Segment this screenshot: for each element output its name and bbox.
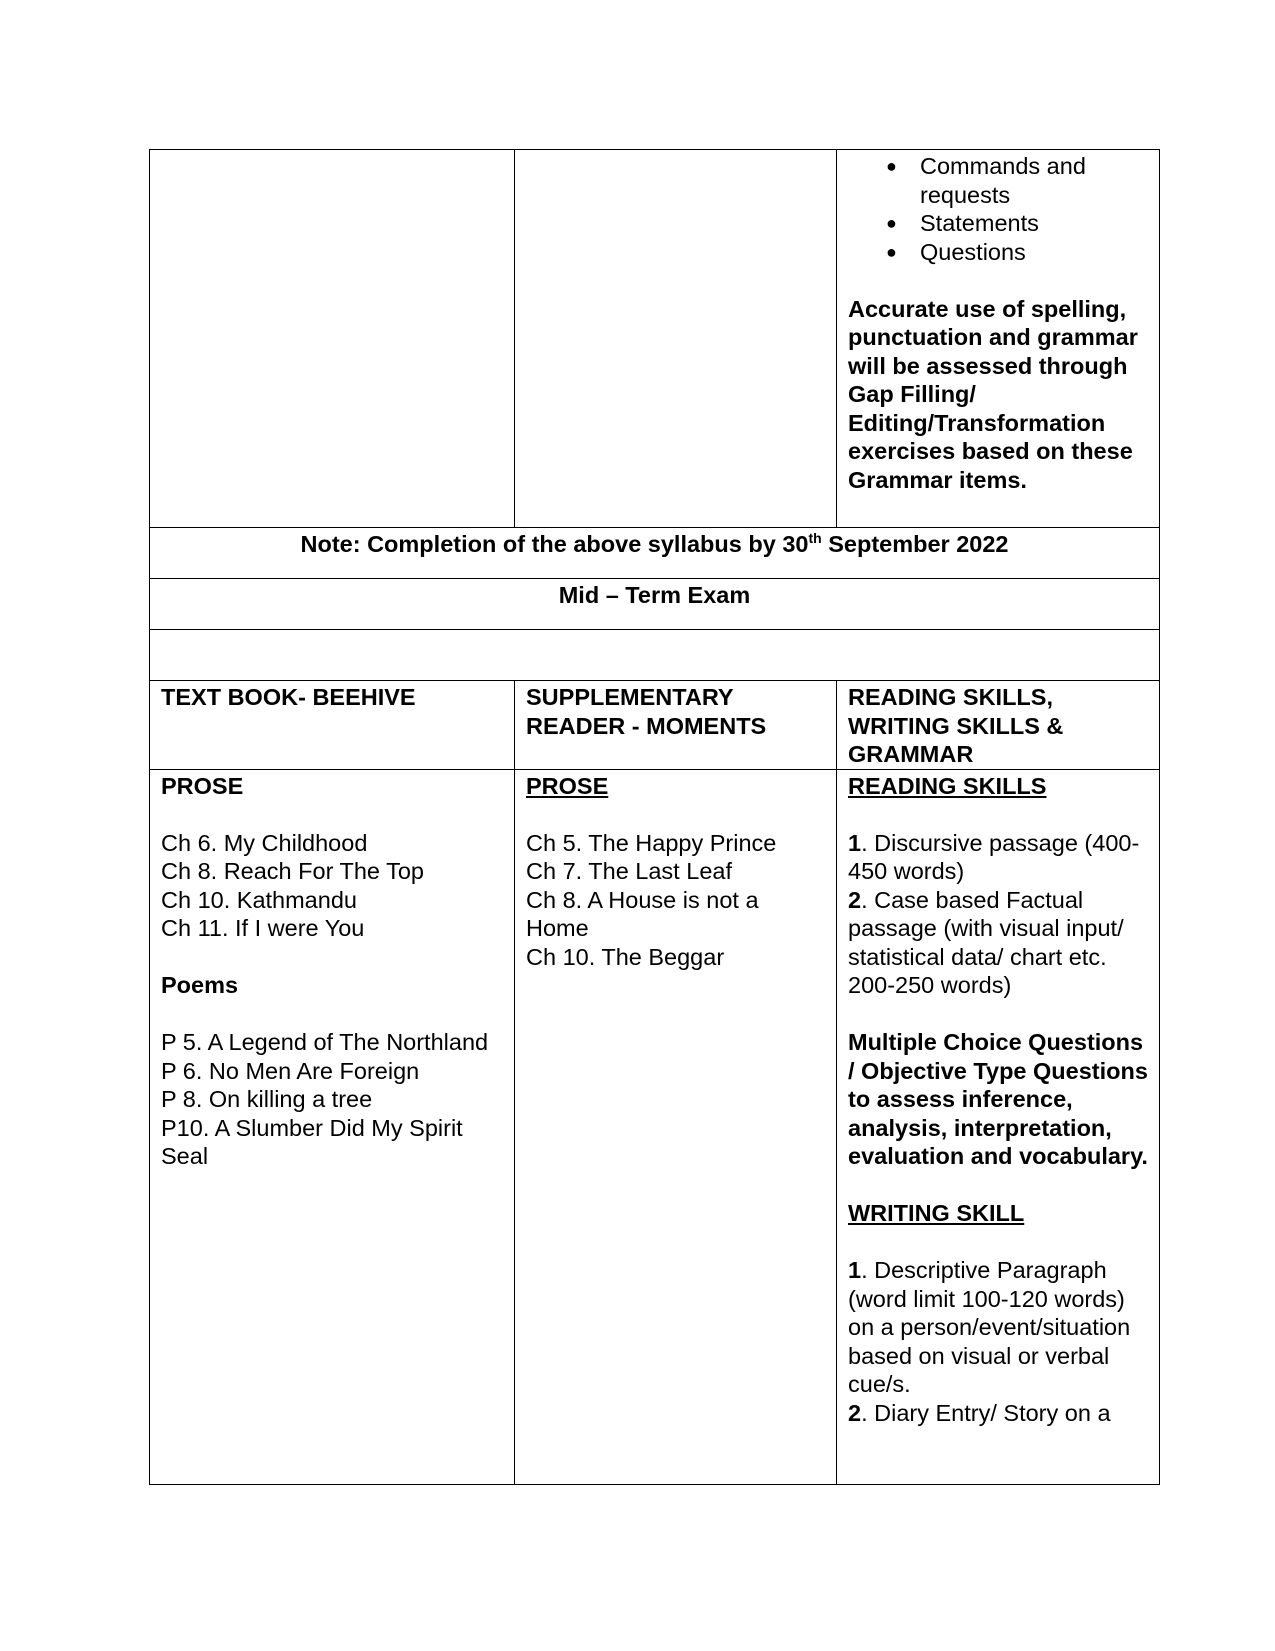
list-item: P 8. On killing a tree — [161, 1086, 373, 1112]
bullet-item: ● Statements — [920, 209, 1148, 238]
list-item: Ch 11. If I were You — [161, 915, 365, 941]
header-skills: READING SKILLS, WRITING SKILLS & GRAMMAR — [837, 681, 1160, 770]
list-item: Ch 6. My Childhood — [161, 829, 368, 856]
syllabus-table — [149, 149, 1160, 1485]
list-item: Ch 10. The Beggar — [526, 943, 725, 970]
empty-cell — [150, 630, 1160, 681]
header-moments: SUPPLEMENTARY READER - MOMENTS — [515, 681, 837, 770]
writing-skill-heading: WRITING SKILL — [848, 1200, 1025, 1226]
list-item: Ch 8. Reach For The Top — [161, 858, 424, 884]
beehive-cell — [150, 769, 515, 1484]
list-item: P 5. A Legend of The Northland — [161, 1029, 489, 1055]
list-item: P10. A Slumber Did My Spirit Seal — [161, 1114, 463, 1169]
completion-note: Note: Completion of the above syllabus by 30th September 2022 — [150, 528, 1160, 579]
content-row — [150, 769, 1160, 1484]
list-item: 1. Descriptive Paragraph (word limit 100-120 words) on a person/event/situation based on visual or verbal cue/s. — [848, 1257, 1131, 1397]
list-item: Ch 5. The Happy Prince — [526, 829, 777, 856]
header-beehive: TEXT BOOK- BEEHIVE — [150, 681, 515, 770]
list-item: Ch 7. The Last Leaf — [526, 858, 732, 884]
empty-cell — [150, 150, 515, 528]
grammar-bullet-list — [848, 152, 1148, 266]
skills-cell — [837, 769, 1160, 1484]
note-row — [150, 528, 1160, 579]
mid-term-exam-label: Mid – Term Exam — [150, 579, 1160, 630]
list-item: Ch 8. A House is not a Home — [526, 886, 759, 941]
list-item: 1. Discursive passage (400-450 words) — [848, 829, 1140, 884]
mcq-note: Multiple Choice Questions / Objective Type Questions to assess inference, analysis, interpretation, evaluation and vocabulary. — [848, 1029, 1148, 1169]
header-row — [150, 681, 1160, 770]
list-item: P 6. No Men Are Foreign — [161, 1057, 420, 1084]
list-item: 2. Diary Entry/ Story on a — [848, 1399, 1111, 1426]
moments-cell — [515, 769, 837, 1484]
prose-heading: PROSE — [161, 772, 244, 799]
reading-skills-heading: READING SKILLS — [848, 772, 1047, 799]
spacer-row — [150, 630, 1160, 681]
list-item: 2. Case based Factual passage (with visual input/ statistical data/ chart etc. 200-250 words) — [848, 886, 1124, 998]
exam-row — [150, 579, 1160, 630]
empty-cell — [515, 150, 837, 528]
bullet-item: ● Commands and requests — [920, 152, 1148, 209]
poems-heading: Poems — [161, 972, 239, 998]
prose-heading: PROSE — [526, 772, 609, 799]
list-item: Ch 10. Kathmandu — [161, 886, 357, 913]
assessment-note: Accurate use of spelling, punctuation and grammar will be assessed through Gap Filling/ Editing/Transformation exercises based on these Grammar items. — [848, 295, 1138, 493]
grammar-continued-row — [150, 150, 1160, 528]
bullet-item: ● Questions — [920, 238, 1148, 267]
grammar-cell — [837, 150, 1160, 528]
